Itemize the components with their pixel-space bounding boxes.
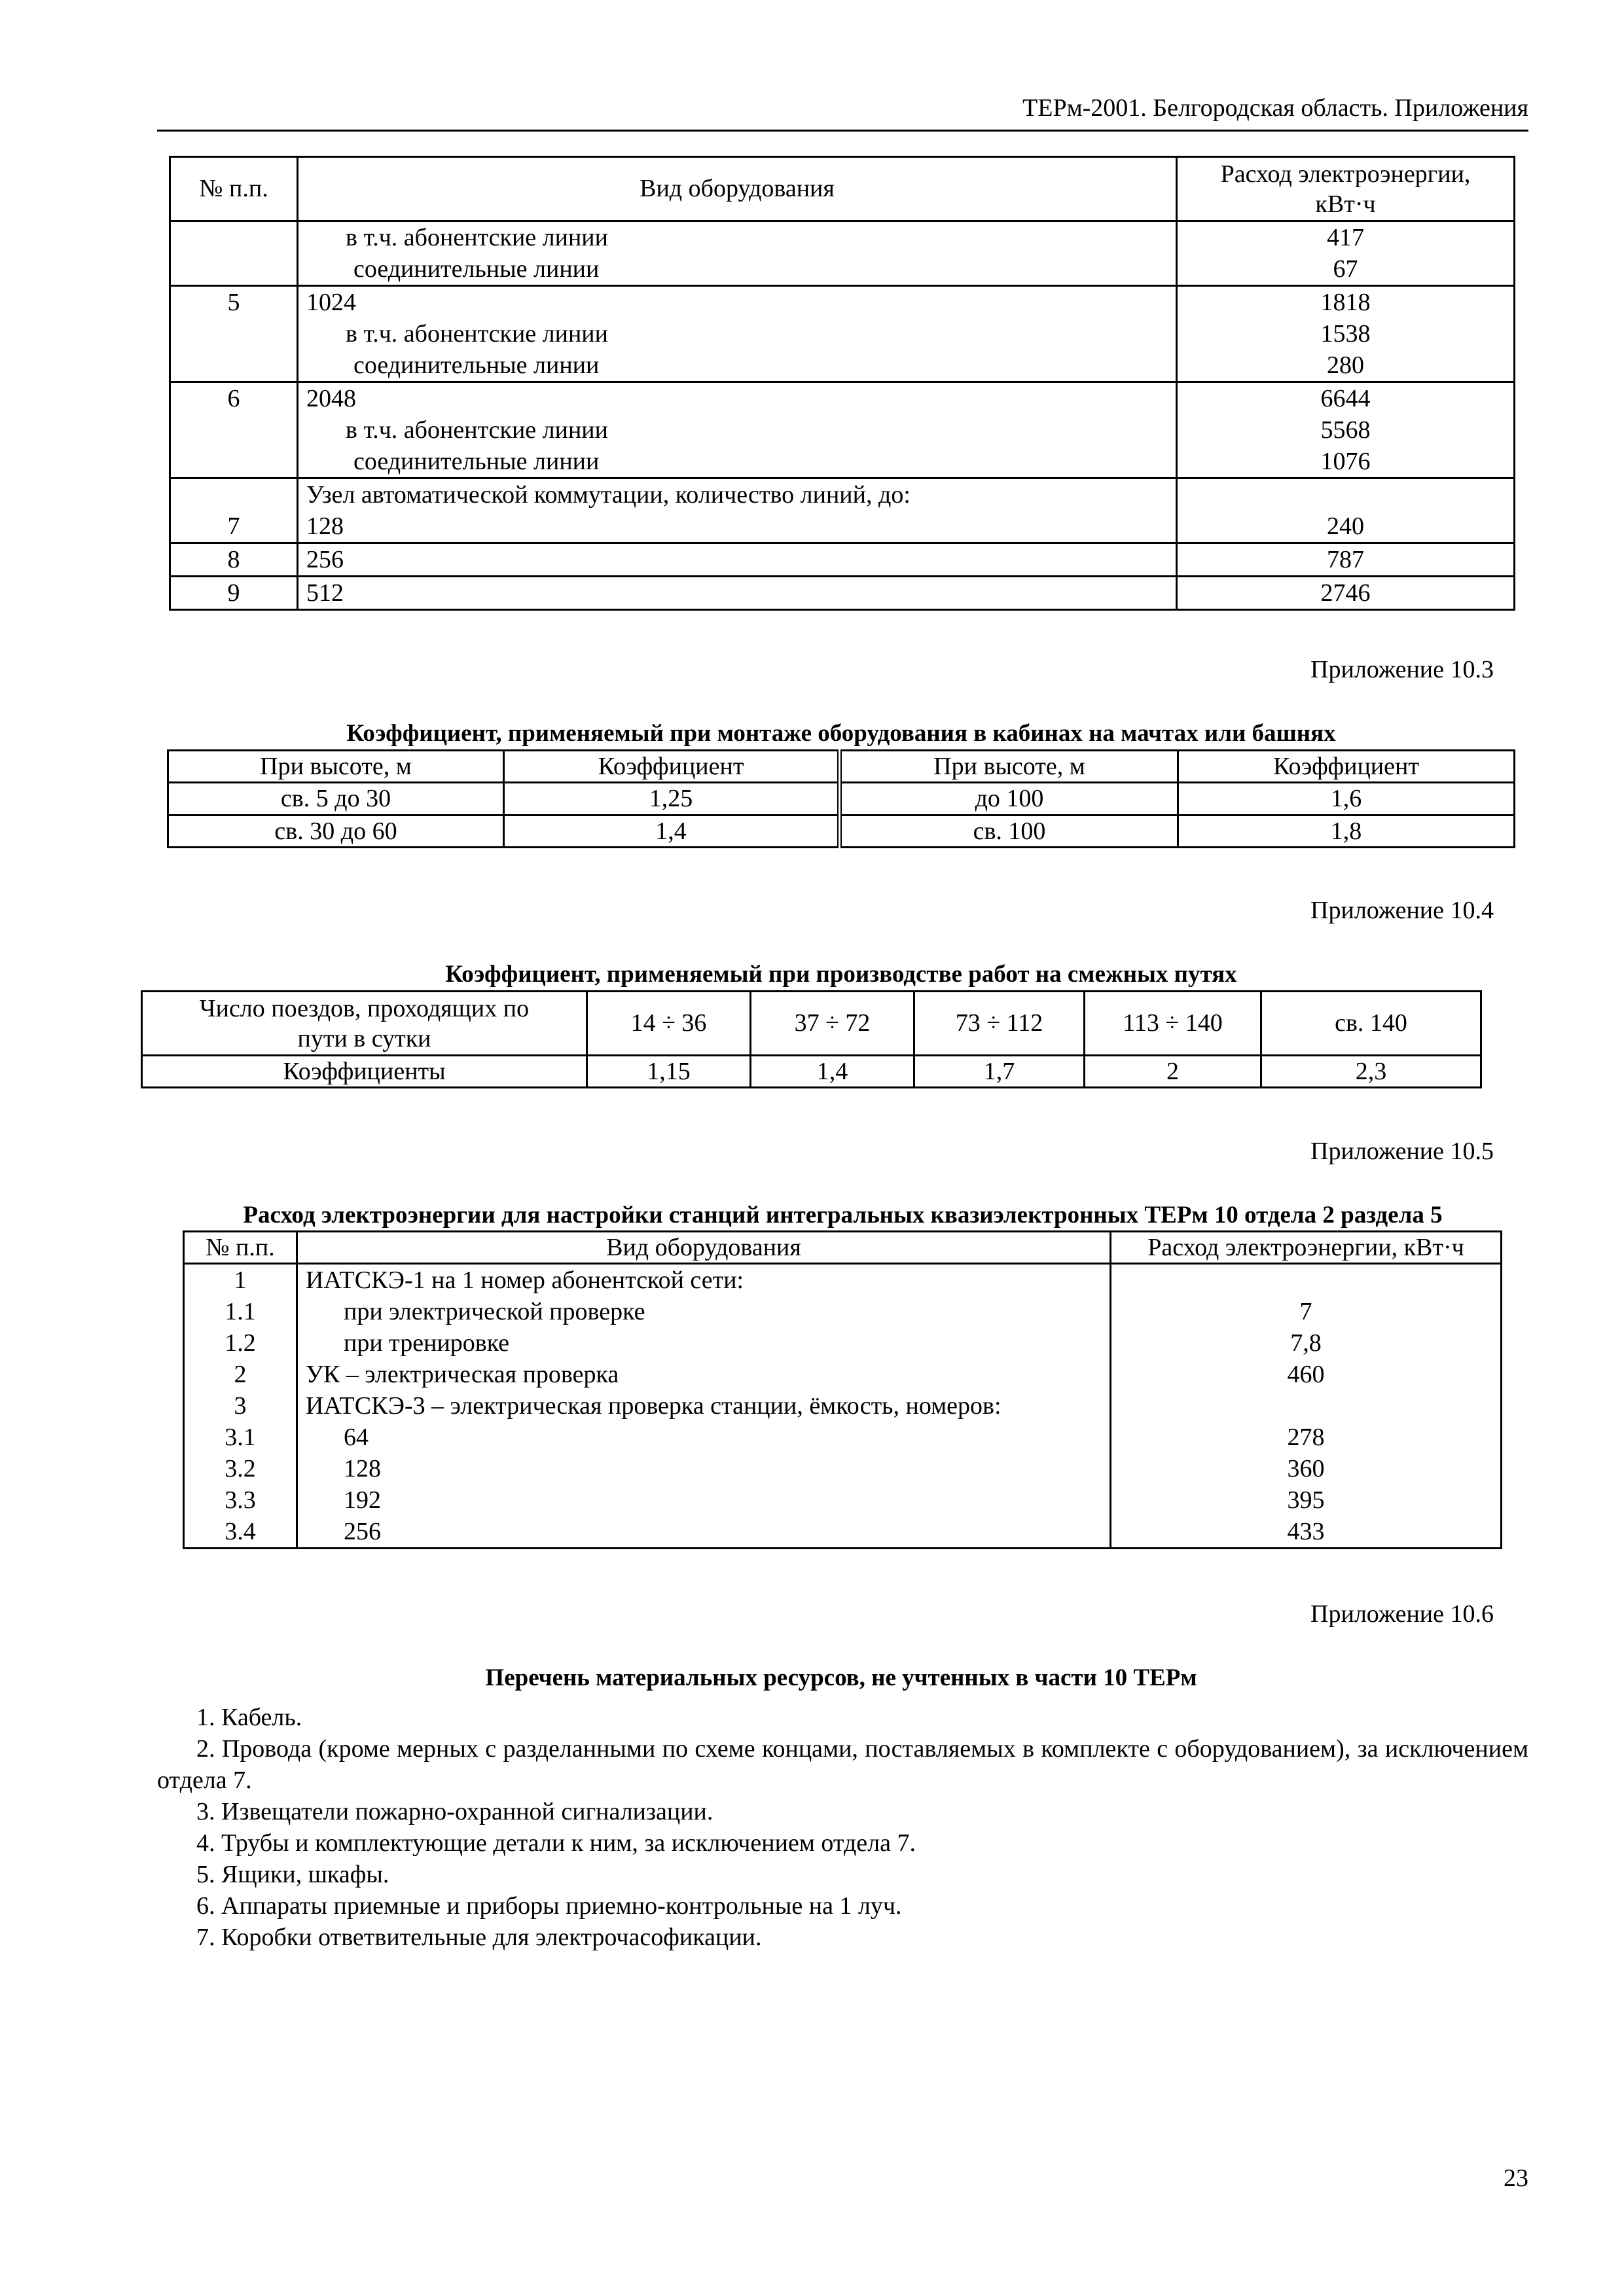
list-item: 1. Кабель. xyxy=(196,1704,302,1731)
cell-equipment: 64 xyxy=(344,1424,369,1452)
cell-consumption xyxy=(1119,1265,1492,1296)
appendix-label-10-6: Приложение 10.6 xyxy=(1310,1600,1494,1628)
cell-consumption: 433 xyxy=(1287,1518,1325,1546)
appendix-label-10-5: Приложение 10.5 xyxy=(1310,1138,1494,1165)
cell-number: 3.2 xyxy=(225,1455,256,1483)
equipment-line: соединительные линии xyxy=(353,351,600,379)
cell-consumption: 7,8 xyxy=(1290,1329,1322,1357)
cell-number: 2 xyxy=(234,1361,247,1389)
equipment-line: соединительные линии xyxy=(353,448,600,475)
cell-equipment xyxy=(298,286,1177,382)
consumption-value: 5568 xyxy=(1320,416,1371,444)
table-title-10-4: Коэффициент, применяемый при производстве работ на смежных путях xyxy=(445,961,1237,988)
list-item: 7. Коробки ответвительные для электрочасофикации. xyxy=(196,1924,762,1951)
consumption-value: 1538 xyxy=(1320,320,1371,348)
consumption-value: 1818 xyxy=(1320,289,1371,316)
cell-number: 1 xyxy=(234,1266,247,1295)
equipment-line: в т.ч. абонентские линии xyxy=(346,224,608,251)
col-header-trains-line1: Число поездов, проходящих по xyxy=(199,994,530,1022)
cell-number: 1.2 xyxy=(225,1329,256,1357)
col-header-equipment: Вид оборудования xyxy=(297,1232,1111,1264)
col-header-number: № п.п. xyxy=(170,157,298,221)
equipment-line: 512 xyxy=(306,579,344,607)
cell-height: св. 100 xyxy=(840,815,1178,847)
cell-equipment: при электрической проверке xyxy=(344,1298,645,1326)
table-title-10-3: Коэффициент, применяемый при монтаже оборудования в кабинах на мачтах или башнях xyxy=(346,720,1336,747)
station-setup-energy-table xyxy=(183,1230,1502,1549)
consumption-column xyxy=(1111,1264,1502,1549)
cell-coefficient: 1,25 xyxy=(504,783,840,815)
row-label-coefficients: Коэффициенты xyxy=(142,1056,587,1088)
col-header-height: При высоте, м xyxy=(840,751,1178,783)
cell-number: 3.4 xyxy=(225,1518,256,1546)
cell-coefficient: 1,15 xyxy=(587,1056,751,1088)
col-header-range: св. 140 xyxy=(1261,992,1481,1056)
numbers-column xyxy=(184,1264,297,1549)
cell-number: 9 xyxy=(170,577,298,610)
table-row xyxy=(170,221,1515,286)
cell-consumption xyxy=(1177,221,1515,286)
cell-number: 3 xyxy=(234,1392,247,1420)
cell-number: 1.1 xyxy=(225,1298,256,1326)
col-header-consumption: Расход электроэнергии, кВт·ч xyxy=(1111,1232,1502,1264)
page-number: 23 xyxy=(1504,2164,1528,2192)
cell-consumption xyxy=(1177,286,1515,382)
col-header-coefficient: Коэффициент xyxy=(504,751,840,783)
cell-equipment xyxy=(298,221,1177,286)
col-header-coefficient: Коэффициент xyxy=(1178,751,1515,783)
col-header-range: 73 ÷ 112 xyxy=(914,992,1085,1056)
cell-number: 3.3 xyxy=(225,1486,256,1515)
cell-height: до 100 xyxy=(840,783,1178,815)
height-coefficient-table xyxy=(167,749,1515,848)
col-header-range: 113 ÷ 140 xyxy=(1085,992,1261,1056)
unaccounted-resources-list xyxy=(157,1702,1528,1953)
table-title-10-5: Расход электроэнергии для настройки станций интегральных квазиэлектронных ТЕРм 10 отдела 2 раздела 5 xyxy=(243,1202,1443,1229)
cell-equipment xyxy=(298,543,1177,577)
equipment-column xyxy=(297,1264,1111,1549)
consumption-value: 6644 xyxy=(1320,385,1371,412)
col-header-height: При высоте, м xyxy=(168,751,504,783)
equipment-line: соединительные линии xyxy=(353,255,600,283)
cell-equipment: 256 xyxy=(344,1518,381,1546)
consumption-value xyxy=(1185,479,1506,511)
cell-height: св. 5 до 30 xyxy=(168,783,504,815)
list-item: 3. Извещатели пожарно-охранной сигнализации. xyxy=(196,1798,713,1825)
appendix-label-10-4: Приложение 10.4 xyxy=(1310,897,1494,924)
cell-consumption xyxy=(1177,543,1515,577)
cell-equipment xyxy=(298,577,1177,610)
list-item: 5. Ящики, шкафы. xyxy=(196,1861,389,1888)
cell-consumption xyxy=(1177,478,1515,543)
equipment-line: 256 xyxy=(306,546,344,573)
table-row xyxy=(170,286,1515,382)
col-header-range: 14 ÷ 36 xyxy=(587,992,751,1056)
cell-number xyxy=(170,221,298,286)
col-header-equipment: Вид оборудования xyxy=(298,157,1177,221)
cell-equipment: ИАТСКЭ-3 – электрическая проверка станции, ёмкость, номеров: xyxy=(306,1392,1001,1420)
list-item: 6. Аппараты приемные и приборы приемно-контрольные на 1 луч. xyxy=(196,1892,902,1920)
cell-number: 5 xyxy=(170,286,298,382)
consumption-value: 787 xyxy=(1327,546,1364,573)
list-item: 4. Трубы и комплектующие детали к ним, за исключением отдела 7. xyxy=(196,1829,916,1857)
equipment-line: Узел автоматической коммутации, количество линий, до: xyxy=(306,481,911,509)
cell-equipment: 128 xyxy=(344,1455,381,1483)
col-header-number: № п.п. xyxy=(184,1232,297,1264)
equipment-line: 2048 xyxy=(306,385,356,412)
consumption-value: 280 xyxy=(1327,351,1364,379)
energy-consumption-table xyxy=(169,156,1515,611)
cell-equipment: при тренировке xyxy=(344,1329,510,1357)
list-item: 2. Провода (кроме мерных с разделанными по схеме концами, поставляемых в комплекте с оборудованием), за исключением отдела 7. xyxy=(157,1735,1528,1794)
cell-equipment xyxy=(298,382,1177,478)
col-header-trains-line2: пути в сутки xyxy=(297,1024,431,1052)
consumption-value: 1076 xyxy=(1320,448,1371,475)
cell-consumption xyxy=(1177,382,1515,478)
cell-number: 6 xyxy=(170,382,298,478)
cell-number: 3.1 xyxy=(225,1424,256,1452)
col-header-trains-per-day xyxy=(142,992,587,1056)
cell-consumption xyxy=(1119,1390,1492,1422)
equipment-line: 1024 xyxy=(306,289,356,316)
cell-consumption xyxy=(1177,577,1515,610)
consumption-value: 2746 xyxy=(1320,579,1371,607)
cell-equipment: 192 xyxy=(344,1486,381,1515)
col-header-consumption-line1: Расход электроэнергии, xyxy=(1220,160,1471,188)
equipment-line: 128 xyxy=(306,512,344,540)
table-row xyxy=(142,1056,1481,1088)
appendix-label-10-3: Приложение 10.3 xyxy=(1310,656,1494,683)
cell-coefficient: 2,3 xyxy=(1261,1056,1481,1088)
list-title-10-6: Перечень материальных ресурсов, не учтенных в части 10 ТЕРм xyxy=(485,1664,1197,1691)
cell-coefficient: 1,4 xyxy=(751,1056,914,1088)
cell-coefficient: 1,8 xyxy=(1178,815,1515,847)
cell-number: 7 xyxy=(170,478,298,543)
table-row xyxy=(170,577,1515,610)
table-row xyxy=(168,783,1515,815)
cell-consumption: 7 xyxy=(1299,1298,1312,1326)
col-header-range: 37 ÷ 72 xyxy=(751,992,914,1056)
cell-equipment xyxy=(298,478,1177,543)
consumption-value: 240 xyxy=(1327,512,1364,540)
equipment-line: в т.ч. абонентские линии xyxy=(346,416,608,444)
cell-equipment: ИАТСКЭ-1 на 1 номер абонентской сети: xyxy=(306,1266,744,1295)
cell-consumption: 278 xyxy=(1287,1424,1325,1452)
cell-number: 8 xyxy=(170,543,298,577)
col-header-consumption-line2: кВт·ч xyxy=(1315,190,1376,218)
page-header: ТЕРм-2001. Белгородская область. Приложения xyxy=(1022,94,1528,122)
cell-coefficient: 2 xyxy=(1085,1056,1261,1088)
cell-coefficient: 1,4 xyxy=(504,815,840,847)
table-row xyxy=(170,478,1515,543)
cell-consumption: 360 xyxy=(1287,1455,1325,1483)
header-rule xyxy=(157,130,1528,132)
equipment-line: в т.ч. абонентские линии xyxy=(346,320,608,348)
cell-coefficient: 1,6 xyxy=(1178,783,1515,815)
cell-coefficient: 1,7 xyxy=(914,1056,1085,1088)
cell-consumption: 460 xyxy=(1287,1361,1325,1389)
cell-consumption: 395 xyxy=(1287,1486,1325,1515)
cell-equipment: УК – электрическая проверка xyxy=(306,1361,619,1389)
col-header-consumption xyxy=(1177,157,1515,221)
consumption-value: 417 xyxy=(1327,224,1364,251)
consumption-value: 67 xyxy=(1333,255,1358,283)
cell-height: св. 30 до 60 xyxy=(168,815,504,847)
table-row xyxy=(168,815,1515,847)
adjacent-tracks-coefficient-table xyxy=(141,990,1482,1088)
table-row xyxy=(170,543,1515,577)
table-row xyxy=(170,382,1515,478)
